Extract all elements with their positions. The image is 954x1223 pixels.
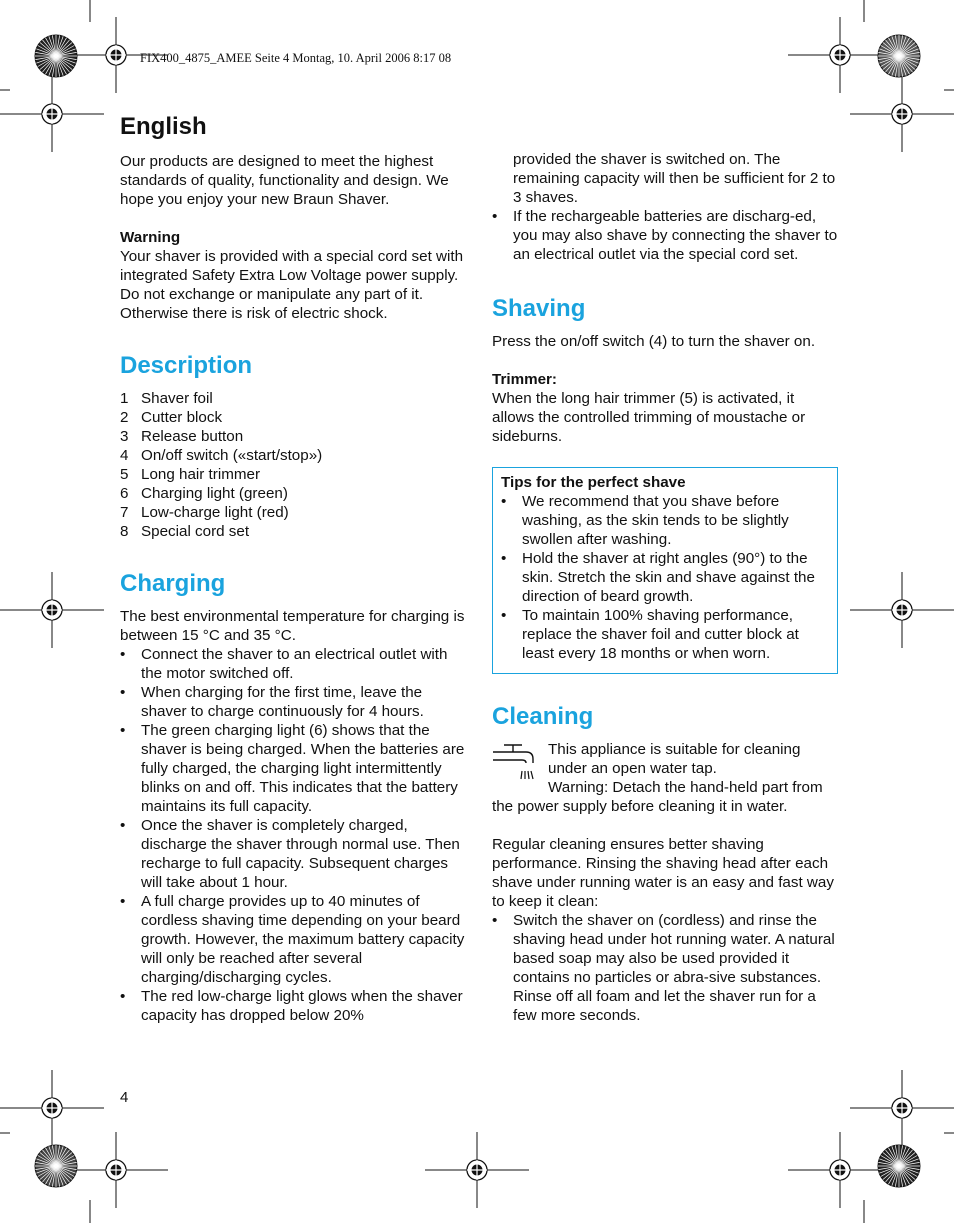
charging-bullet: • Once the shaver is completely charged, discharge the shaver through normal use. Then recharge to full capacity. Subsequent charges will take about 1 hour. bbox=[120, 816, 465, 892]
charging-continued: provided the shaver is switched on. The remaining capacity will then be sufficient for 2 to 3 shaves. bbox=[513, 151, 836, 206]
tips-box bbox=[492, 467, 838, 674]
item-number: 5 bbox=[120, 466, 129, 483]
description-list bbox=[120, 389, 465, 541]
item-number: 4 bbox=[120, 447, 129, 464]
item-number: 7 bbox=[120, 504, 129, 521]
item-label: Long hair trimmer bbox=[141, 466, 261, 483]
description-heading: Description bbox=[120, 352, 253, 379]
item-number: 8 bbox=[120, 523, 129, 540]
item-number: 3 bbox=[120, 428, 129, 445]
cleaning-heading: Cleaning bbox=[492, 703, 594, 730]
item-label: Low-charge light (red) bbox=[141, 504, 289, 521]
cleaning-bullets bbox=[492, 911, 840, 1025]
cleaning-lead bbox=[492, 740, 840, 816]
cleaning-suitability: This appliance is suitable for cleaning under an open water tap. bbox=[548, 741, 801, 777]
item-label: Shaver foil bbox=[141, 390, 213, 407]
tips-title: Tips for the perfect shave bbox=[501, 474, 686, 491]
cleaning-warning: Warning: Detach the hand-held part from the power supply before cleaning it in water. bbox=[492, 779, 823, 815]
tips-bullets bbox=[501, 492, 829, 663]
page-number: 4 bbox=[120, 1089, 129, 1106]
trimmer-title: Trimmer: bbox=[492, 371, 557, 388]
charging-heading: Charging bbox=[120, 570, 226, 597]
cleaning-paragraph: Regular cleaning ensures better shaving performance. Rinsing the shaving head after each shave under running water is an easy and fast way to keep it clean: bbox=[492, 836, 834, 910]
description-item bbox=[120, 427, 465, 446]
item-label: Cutter block bbox=[141, 409, 223, 426]
shaving-text: Press the on/off switch (4) to turn the shaver on. bbox=[492, 333, 816, 350]
charging-bullet: • If the rechargeable batteries are discharg-ed, you may also shave by connecting the shaver to an electrical outlet via the special cord set. bbox=[492, 207, 840, 264]
shaving-heading: Shaving bbox=[492, 295, 586, 322]
tip-bullet: • To maintain 100% shaving performance, replace the shaver foil and cutter block at least every 18 months or when worn. bbox=[501, 606, 829, 663]
item-label: Charging light (green) bbox=[141, 485, 288, 502]
cleaning-bullet: • Switch the shaver on (cordless) and rinse the shaving head under hot running water. A natural based soap may also be used provided it contains no particles or abra-sive substances. Rinse off all foam and let the shaver run for a few more seconds. bbox=[492, 911, 840, 1025]
right-column bbox=[492, 150, 840, 1025]
item-number: 2 bbox=[120, 409, 129, 426]
description-item bbox=[120, 446, 465, 465]
description-item bbox=[120, 408, 465, 427]
warning-text: Your shaver is provided with a special cord set with integrated Safety Extra Low Voltage power supply. Do not exchange or manipulate any part of it. Otherwise there is risk of electric shock. bbox=[120, 248, 464, 322]
item-label: Release button bbox=[141, 428, 244, 445]
description-item bbox=[120, 389, 465, 408]
item-label: On/off switch («start/stop») bbox=[141, 447, 323, 464]
tip-bullet: • We recommend that you shave before washing, as the skin tends to be slightly swollen after washing. bbox=[501, 492, 829, 549]
charging-bullet: • The red low-charge light glows when the shaver capacity has dropped below 20% bbox=[120, 987, 465, 1025]
water-tap-icon bbox=[492, 740, 540, 782]
description-item bbox=[120, 465, 465, 484]
trimmer-text: When the long hair trimmer (5) is activated, it allows the controlled trimming of moustache or sideburns. bbox=[492, 390, 806, 445]
item-label: Special cord set bbox=[141, 523, 250, 540]
intro-paragraph: Our products are designed to meet the highest standards of quality, functionality and design. We hope you enjoy your new Braun Shaver. bbox=[120, 153, 449, 208]
language-heading: English bbox=[120, 113, 207, 140]
charging-bullets bbox=[120, 645, 465, 1025]
item-number: 6 bbox=[120, 485, 129, 502]
description-item bbox=[120, 503, 465, 522]
charging-bullet: • The green charging light (6) shows that the shaver is being charged. When the batteries are fully charged, the charging light intermittently blinks on and off. This indicates that the battery maintains its full capacity. bbox=[120, 721, 465, 816]
charging-bullet: • When charging for the first time, leave the shaver to charge continuously for 4 hours. bbox=[120, 683, 465, 721]
description-item bbox=[120, 522, 465, 541]
left-column bbox=[120, 112, 465, 1025]
charging-intro: The best environmental temperature for charging is between 15 °C and 35 °C. bbox=[120, 608, 465, 644]
charging-bullet: • A full charge provides up to 40 minutes of cordless shaving time depending on your beard growth. However, the maximum battery capacity will only be reached after several charging/discharging cycles. bbox=[120, 892, 465, 987]
tip-bullet: • Hold the shaver at right angles (90°) to the skin. Stretch the skin and shave against the direction of beard growth. bbox=[501, 549, 829, 606]
item-number: 1 bbox=[120, 390, 129, 407]
charging-bullets-continued bbox=[492, 207, 840, 264]
description-item bbox=[120, 484, 465, 503]
charging-bullet: • Connect the shaver to an electrical outlet with the motor switched off. bbox=[120, 645, 465, 683]
print-slug-line: FIX400_4875_AMEE Seite 4 Montag, 10. April 2006 8:17 08 bbox=[140, 51, 452, 65]
warning-title: Warning bbox=[120, 229, 181, 246]
